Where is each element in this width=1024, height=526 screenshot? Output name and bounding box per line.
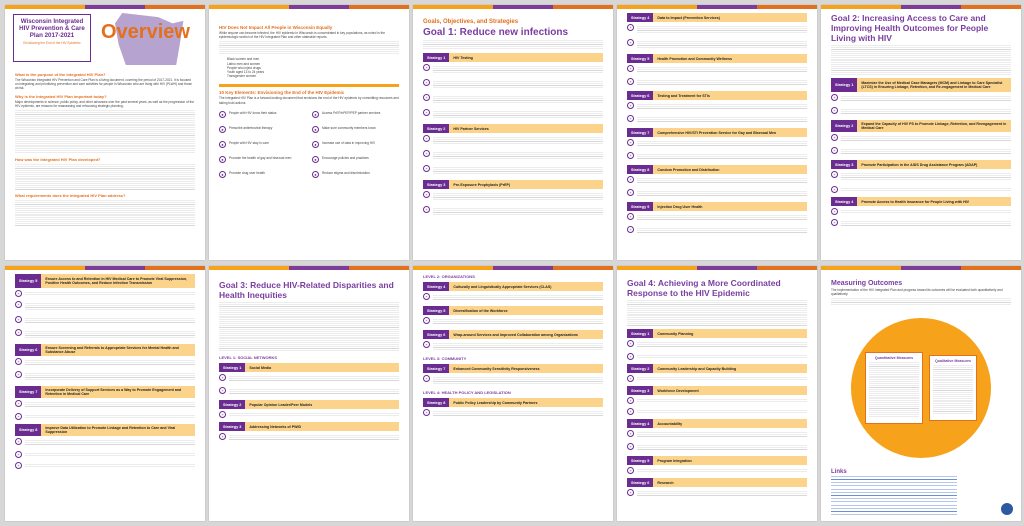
activity-item — [423, 206, 603, 218]
goal1-title: Goal 1: Reduce new infections — [423, 27, 569, 38]
activity-item — [15, 316, 195, 326]
insurance-icon: + — [831, 219, 838, 226]
key-element: ● Reduce stigma and discrimination — [312, 171, 399, 178]
plan-title: Wisconsin Integrated HIV Prevention & Care Plan 2017-2021 — [19, 18, 85, 39]
care-icon: + — [15, 301, 22, 308]
pill-icon: + — [831, 186, 838, 193]
activity-item — [831, 147, 1011, 157]
partner-icon: + — [423, 150, 430, 157]
quantitative-box — [865, 352, 923, 424]
syringe-icon: + — [627, 213, 634, 220]
key-element: ● Promote the health of gay and bisexual men — [219, 156, 306, 163]
group-item: Black women and men — [227, 57, 260, 62]
checklist-icon: + — [627, 430, 634, 437]
test-icon: + — [423, 79, 430, 86]
purpose-text: The Wisconsin Integrated HIV Prevention and Care Plan is a living document, covering the period of 2017-2021. It is focused on integrating and prioritizing prevention and care activities for people in Wisconsin who are living with HIV (PLWH) and those at risk. — [15, 78, 192, 91]
strategy-bar: Strategy 5 Ensure Access to and Retention in HIV Medical Care to Promote Viral Suppression, Positive Health Outcomes, and Reduce Infection Transmission — [15, 274, 195, 288]
test-icon: + — [423, 64, 430, 71]
partner-icon: + — [831, 134, 838, 141]
mental-health-icon: + — [15, 358, 22, 365]
test-icon: + — [423, 109, 430, 116]
strategy-bar: Strategy 8 Condom Promotion and Distribution — [627, 165, 807, 174]
data-icon: + — [627, 39, 634, 46]
activity-item — [627, 489, 807, 499]
activity-item — [15, 451, 195, 459]
page-measuring — [821, 266, 1021, 521]
why-heading: Why is the Integrated HIV Plan important today? — [15, 93, 107, 99]
overview-heading: Overview — [101, 21, 190, 43]
activity-item — [15, 462, 195, 470]
strategy-bar: Strategy 5 Program Integration — [627, 456, 807, 465]
activity-item — [15, 301, 195, 313]
care-icon: + — [15, 329, 22, 336]
strategy-bar: Strategy 3 Promote Participation in the AIDS Drug Assistance Program (ADAP) — [831, 160, 1011, 169]
strategy-bar: Strategy 8 Improve Data Utilization to Promote Linkage and Retention to Care and Viral Suppression — [15, 424, 195, 436]
men-icon: + — [627, 139, 634, 146]
test-icon: + — [627, 102, 634, 109]
workforce-icon: + — [423, 317, 430, 324]
strategy-bar: Strategy 3 Pre-Exposure Prophylaxis (PrEP) — [423, 180, 603, 189]
pill-icon: + — [423, 191, 430, 198]
care-icon: + — [15, 290, 22, 297]
data-icon: + — [627, 24, 634, 31]
strategy-bar: Strategy 2 Expand the Capacity of HIV PS to Promote Linkage, Retention, and Reengagement in Medical Care — [831, 120, 1011, 132]
activity-item — [423, 64, 603, 76]
activity-item — [219, 433, 399, 443]
activity-item — [219, 387, 399, 397]
person-icon: ● — [219, 111, 226, 118]
activity-item — [627, 115, 807, 125]
strategy-bar: Strategy 2 HIV Partner Services — [423, 124, 603, 133]
activity-item — [627, 467, 807, 475]
key-element: ● Access PrEP/nPEP/PEP partner services — [312, 111, 399, 118]
activity-item — [627, 430, 807, 440]
pill-icon: ● — [312, 111, 319, 118]
key-element: ● Encourage policies and practices — [312, 156, 399, 163]
activity-item — [423, 150, 603, 162]
level-heading: LEVEL 3: COMMUNITY — [423, 356, 467, 361]
checklist-icon: + — [627, 443, 634, 450]
strategy-bar: Strategy 6 Ensure Screening and Referrals to Appropriate Services for Mental Health and Substance Abuse — [15, 344, 195, 356]
research-icon: + — [627, 489, 634, 496]
activity-item — [15, 371, 195, 383]
strategy-bar: Strategy 9 Injection Drug User Health — [627, 202, 807, 211]
page-overview — [5, 5, 205, 260]
qualitative-heading: Qualitative Measures — [935, 359, 971, 363]
goal3-objectives — [219, 302, 399, 352]
activity-item — [627, 375, 807, 383]
key-element: ● People with HIV stay in care — [219, 141, 306, 148]
case-manager-icon: + — [831, 107, 838, 114]
planning-icon: + — [627, 353, 634, 360]
data-icon: ● — [312, 141, 319, 148]
activity-item — [15, 413, 195, 421]
activity-item — [627, 176, 807, 186]
equal-heading: HIV Does Not Impact All People in Wisconsin Equally — [219, 25, 333, 30]
links-list[interactable] — [831, 476, 957, 516]
activity-item — [627, 226, 807, 236]
group-item: Transgender women — [227, 74, 257, 79]
network-icon: + — [219, 433, 226, 440]
goal2-title: Goal 2: Increasing Access to Care and Improving Health Outcomes for People Living with HIV — [831, 13, 989, 43]
strategy-bar: Strategy 4 Accountability — [627, 419, 807, 428]
links-heading: Links — [831, 469, 847, 475]
strategy-bar: Strategy 4 Promote Access to Health Insurance for People Living with HIV — [831, 197, 1011, 206]
key-element: ● Make sure community members know — [312, 126, 399, 133]
activity-item — [627, 443, 807, 453]
language-icon: + — [423, 293, 430, 300]
strategy-bar: Strategy 4 Data to Impact (Prevention Services) — [627, 13, 807, 22]
activity-item — [831, 94, 1011, 104]
syringe-icon: ● — [219, 171, 226, 178]
goal4-title: Goal 4: Achieving a More Coordinated Response to the HIV Epidemic — [627, 278, 781, 298]
key-element: ● People with HIV know their status — [219, 111, 306, 118]
activity-item — [423, 135, 603, 147]
wellness-icon: + — [627, 65, 634, 72]
activity-item — [627, 24, 807, 36]
planning-icon: + — [627, 340, 634, 347]
activity-item — [627, 152, 807, 162]
development-heading: How was the Integrated HIV Plan developed? — [15, 157, 101, 163]
strategy-bar: Strategy 6 Research — [627, 478, 807, 487]
measuring-intro: The implementation of the HIV Integrated Plan and progress toward its outcomes will be evaluated both quantitatively and qualitatively. — [831, 288, 1003, 297]
activity-item — [831, 208, 1011, 216]
activity-item — [423, 94, 603, 106]
goal2-objectives — [831, 45, 1011, 75]
activity-item — [423, 317, 603, 327]
page-goal3-cont — [413, 266, 613, 521]
department-logo — [1001, 503, 1013, 515]
strategy-bar: Strategy 7 Enhanced Community Sensitivity Responsiveness — [423, 364, 603, 373]
partner-icon: + — [423, 165, 430, 172]
condom-icon: + — [627, 189, 634, 196]
page-goal4 — [617, 266, 817, 521]
level-heading: LEVEL 2: ORGANIZATIONS — [423, 274, 475, 279]
activity-item — [627, 340, 807, 350]
level-heading: LEVEL 1: SOCIAL NETWORKS — [219, 355, 278, 360]
why-text: Major developments in science, public policy, and other advances over the past several years, as well as the progression of the HIV epidemic, are reasons for reassessing and refocusing strategic planning. — [15, 99, 195, 108]
requirements-text — [15, 200, 195, 226]
heart-icon: ● — [312, 171, 319, 178]
activity-item — [423, 109, 603, 121]
equal-text: While anyone can become infected, the HIV epidemic in Wisconsin is concentrated in key populations, as noted in the epidemiologic section of the HIV Integrated Plan and other statewide reports. — [219, 31, 386, 40]
activity-item — [423, 191, 603, 203]
care-icon: ● — [219, 141, 226, 148]
community-icon: + — [423, 375, 430, 382]
strategy-bar: Strategy 7 Incorporate Delivery of Support Services as a Way to Promote Engagement and Retention in Medical Care — [15, 386, 195, 398]
strategy-bar: Strategy 6 Testing and Treatment for STIs — [627, 91, 807, 100]
activity-item — [831, 107, 1011, 117]
policy-icon: ● — [312, 156, 319, 163]
collaboration-icon: + — [423, 341, 430, 348]
pill-icon: + — [423, 206, 430, 213]
strategy-bar: Strategy 6 Wrap-around Services and Improved Collaboration among Organizations — [423, 330, 603, 339]
activity-item — [831, 219, 1011, 229]
men-icon: + — [627, 152, 634, 159]
social-media-icon: + — [219, 387, 226, 394]
key-elements-heading: 10 Key Elements: Envisioning the End of the HIV Epidemic — [219, 90, 345, 96]
peer-icon: + — [219, 411, 226, 418]
activity-item — [627, 39, 807, 51]
activity-item — [627, 78, 807, 88]
page-goal2-cont — [5, 266, 205, 521]
mental-health-icon: + — [15, 371, 22, 378]
quantitative-heading: Quantitative Measures — [874, 356, 914, 360]
section-heading: Goals, Objectives, and Strategies — [423, 19, 519, 25]
page-equity — [209, 5, 409, 260]
page-goal2 — [821, 5, 1021, 260]
strategy-bar: Strategy 1 Maximize the Use of Medical Case Managers (MCM) and Linkage to Care Specialist (LTCS) in Ensuring Linkage, Retention, and Re-engagement in Medical Care — [831, 78, 1011, 92]
activity-item — [423, 375, 603, 387]
qualitative-box — [929, 355, 977, 421]
policy-icon: + — [423, 409, 430, 416]
workforce-icon: + — [627, 408, 634, 415]
activity-item — [15, 329, 195, 341]
data-icon: + — [15, 462, 22, 469]
data-icon: + — [15, 438, 22, 445]
development-text — [15, 164, 195, 190]
strategy-bar: Strategy 1 HIV Testing — [423, 53, 603, 62]
activity-item — [423, 341, 603, 353]
activity-item — [627, 397, 807, 405]
syringe-icon: + — [627, 226, 634, 233]
health-icon: ● — [219, 156, 226, 163]
equal-more-text — [219, 41, 399, 55]
activity-item — [219, 411, 399, 419]
activity-item — [831, 171, 1011, 183]
activity-item — [831, 186, 1011, 194]
strategy-bar: Strategy 7 Comprehensive HIV/STI Prevention Service for Gay and Bisexual Men — [627, 128, 807, 137]
activity-item — [15, 290, 195, 298]
key-element: ● Increase use of data in improving HIV — [312, 141, 399, 148]
group-item: People who inject drugs — [227, 65, 261, 70]
measures-circle — [851, 318, 991, 458]
strategy-bar: Strategy 2 Popular Opinion Leader/Peer Models — [219, 400, 399, 409]
goal4-objectives — [627, 300, 807, 326]
partner-icon: + — [423, 135, 430, 142]
partner-icon: + — [831, 147, 838, 154]
strategy-bar: Strategy 1 Social Media — [219, 363, 399, 372]
goal1-objectives — [423, 40, 603, 50]
support-icon: + — [15, 400, 22, 407]
test-icon: + — [423, 94, 430, 101]
activity-item — [831, 134, 1011, 144]
pill-icon: + — [831, 171, 838, 178]
social-media-icon: + — [219, 374, 226, 381]
integration-icon: + — [627, 467, 634, 474]
strategy-bar: Strategy 3 Workforce Development — [627, 386, 807, 395]
support-icon: + — [15, 413, 22, 420]
community-icon: ● — [312, 126, 319, 133]
group-item: Latino men and women — [227, 61, 261, 66]
level-heading: LEVEL 4: HEALTH POLICY AND LEGISLATION — [423, 390, 511, 395]
strategy-bar: Strategy 8 Public Policy Leadership by Community Partners — [423, 398, 603, 407]
strategy-bar: Strategy 5 Diversification of the Workforce — [423, 306, 603, 315]
activity-item — [15, 400, 195, 410]
activity-item — [423, 409, 603, 419]
strategy-bar: Strategy 4 Culturally and Linguistically Appropriate Services (CLAS) — [423, 282, 603, 291]
data-icon: + — [15, 451, 22, 458]
strategy-bar: Strategy 5 Health Promotion and Community Wellness — [627, 54, 807, 63]
test-icon: + — [627, 115, 634, 122]
key-element: ● Promote drug user health — [219, 171, 306, 178]
plan-title-box — [13, 14, 91, 62]
key-elements-grid — [219, 109, 399, 181]
key-element: ● Prescribe antiretroviral therapy — [219, 126, 306, 133]
group-item: Youth aged 13 to 24 years — [227, 70, 265, 75]
activity-item — [423, 79, 603, 91]
strategy-bar: Strategy 3 Addressing Networks of PWID — [219, 422, 399, 431]
page-goal1 — [413, 5, 613, 260]
wellness-icon: + — [627, 78, 634, 85]
activity-item — [627, 189, 807, 199]
activity-item — [627, 102, 807, 112]
condom-icon: + — [627, 176, 634, 183]
insurance-icon: + — [831, 208, 838, 215]
plan-subtitle: Envisioning the End of the HIV Epidemic — [23, 41, 81, 45]
strategy-bar: Strategy 1 Community Planning — [627, 329, 807, 338]
activity-item — [15, 358, 195, 368]
goal3-title: Goal 3: Reduce HIV-Related Disparities and Health Inequities — [219, 280, 394, 300]
care-icon: + — [15, 316, 22, 323]
activity-item — [15, 438, 195, 448]
prescription-icon: ● — [219, 126, 226, 133]
activity-item — [219, 374, 399, 384]
activity-item — [423, 293, 603, 303]
strategy-bar: Strategy 2 Community Leadership and Capacity Building — [627, 364, 807, 373]
measuring-more — [831, 298, 1011, 306]
leadership-icon: + — [627, 375, 634, 382]
workforce-icon: + — [627, 397, 634, 404]
purpose-heading: What is the purpose of the Integrated HIV Plan? — [15, 72, 106, 77]
activity-item — [423, 165, 603, 177]
key-elements-text: The Integrated HIV Plan is a forward-looking document that envisions the end of the HIV epidemic by committing resources and taking bold actions. — [219, 96, 399, 105]
requirements-heading: What requirements does the Integrated HIV Plan address? — [15, 193, 126, 199]
group-list — [219, 57, 399, 78]
activity-item — [627, 213, 807, 223]
bullet-list — [15, 110, 195, 154]
activity-item — [627, 139, 807, 149]
page-goal3 — [209, 266, 409, 521]
activity-item — [627, 65, 807, 75]
measuring-title: Measuring Outcomes — [831, 280, 903, 287]
activity-item — [627, 353, 807, 361]
case-manager-icon: + — [831, 94, 838, 101]
activity-item — [627, 408, 807, 416]
page-goal1-cont — [617, 5, 817, 260]
